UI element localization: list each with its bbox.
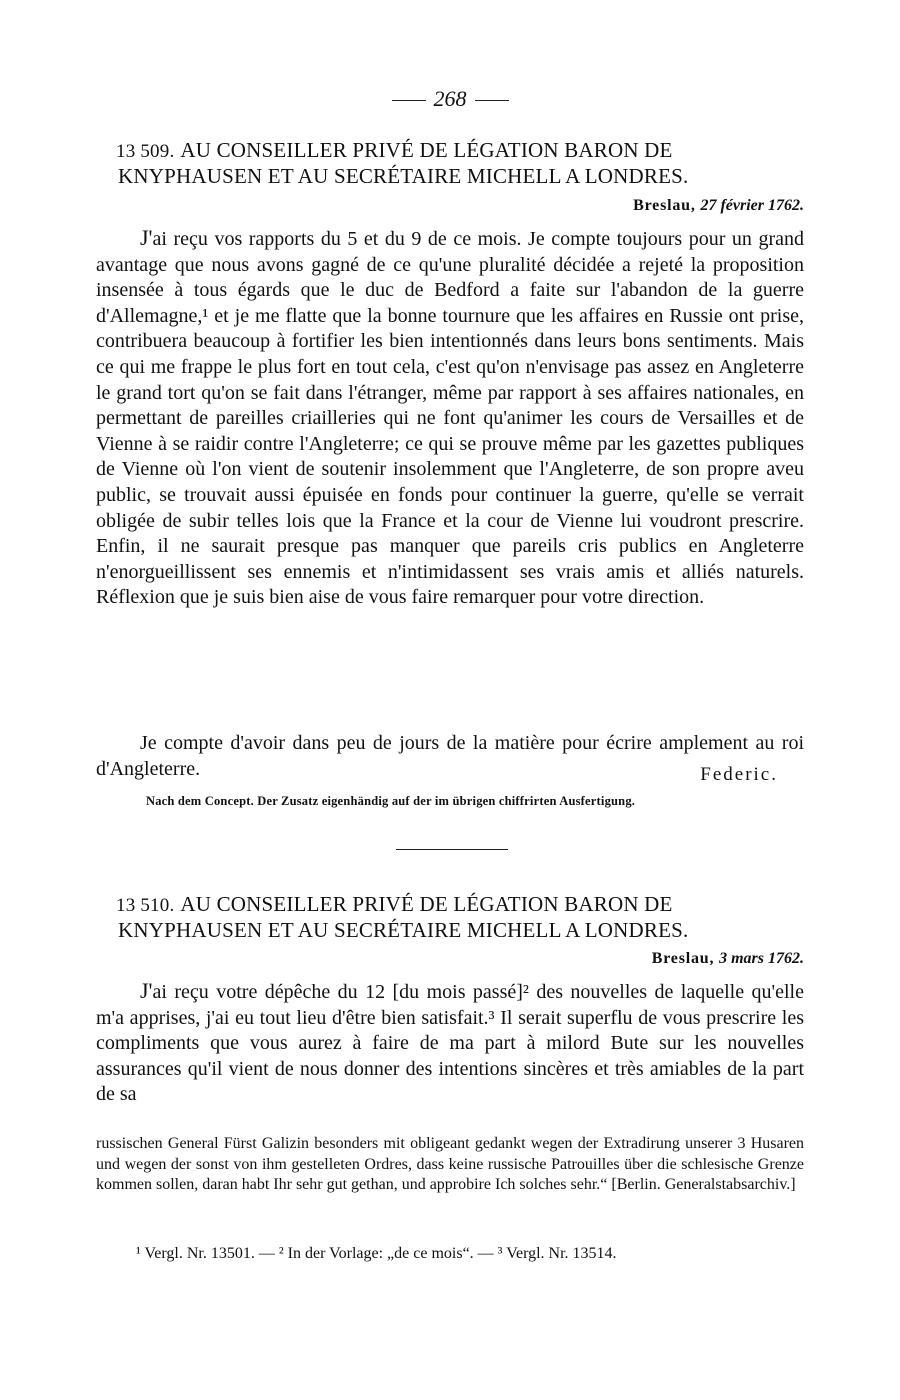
- letter-1-date: 27 février 1762.: [700, 197, 804, 214]
- letter-2-dateline: [652, 950, 804, 968]
- letter-1-source-note: Nach dem Concept. Der Zusatz eigenhändig auf der im übrigen chiffrirten Ausfertigung.: [146, 794, 636, 808]
- page-number-dash-right: [475, 100, 509, 101]
- page-number-text: 268: [433, 86, 467, 111]
- letter-1-dateline: [633, 197, 804, 215]
- page-number-dash-left: [392, 100, 426, 101]
- footnote-continuation: russischen General Fürst Galizin besonders mit obligeant gedankt wegen der Extradirung unserer 3 Husaren und wegen der sonst von ihm gestelleten Ordres, dass keine russische Patrouilles über die schlesische Grenze kommen sollen, daran habt Ihr sehr gut gethan, und approbire Ich solches sehr.“ [Berlin. Generalstabsarchiv.]: [96, 1135, 804, 1194]
- letter-2-body: J'ai reçu votre dépêche du 12 [du mois passé]² des nouvelles de laquelle qu'elle m'a apprises, j'ai eu tout lieu d'être bien satisfait.³ Il serait superflu de vous prescrire les compliments que vous aurez à faire de ma part à milord Bute sur les nouvelles assurances qu'il vient de nous donner des intentions sincères et très amiables de la part de sa: [96, 978, 804, 1106]
- letter-2-heading-text-1: AU CONSEILLER PRIVÉ DE LÉGATION BARON DE: [180, 892, 673, 916]
- letter-1-number: 13 509.: [116, 141, 175, 162]
- letter-1-postscript: Je compte d'avoir dans peu de jours de la matière pour écrire amplement au roi d'Angleterre.: [96, 732, 804, 780]
- letter-1-heading-line-1: [116, 138, 673, 162]
- letter-2-date: 3 mars 1762.: [719, 950, 804, 967]
- letter-1-heading-line-2: KNYPHAUSEN ET AU SECRÉTAIRE MICHELL A LONDRES.: [118, 164, 689, 188]
- letter-1-signature: Federic.: [700, 764, 778, 785]
- letter-1-place: Breslau,: [633, 197, 696, 214]
- letter-2-place: Breslau,: [651, 950, 715, 967]
- page-number: [96, 86, 804, 112]
- letter-1-heading: [116, 138, 806, 189]
- letter-2-heading: [116, 892, 806, 943]
- letter-1-body: J'ai reçu vos rapports du 5 et du 9 de ce mois. Je compte toujours pour un grand avantage que nous avons gagné de ce qu'une pluralité décidée a rejeté la proposition insensée à tous égards que le duc de Bedford a faite sur l'abandon de la guerre d'Allemagne,¹ et je me flatte que la bonne tournure que les affaires en Russie ont prise, contribuera beaucoup à fortifier les bien intentionnés dans leurs bons sentiments. Mais ce qui me frappe le plus fort en tout cela, c'est qu'on n'envisage pas assez en Angleterre le grand tort qu'on se fait dans l'étranger, même par rapport à ses affaires nationales, en permettant de pareilles criailleries qui ne font qu'animer les cours de Versailles et de Vienne à se raidir contre l'Angleterre; ce qui se prouve même par les gazettes publiques de Vienne où l'on vient de soutenir insolemment que l'Angleterre, de son propre aveu public, se trouvait aussi épuisée en fonds pour continuer la guerre, qu'elle se verrait obligée de subir telles lois que la France et la cour de Vienne lui voudront prescrire. Enfin, il ne saurait presque pas manquer que pareils cris publics en Angleterre n'enorgueillissent ses ennemis et n'intimidassent ses vrais amis et alliés naturels. Réflexion que je suis bien aise de vous faire remarquer pour votre direction.: [96, 225, 804, 609]
- letter-2-number: 13 510.: [116, 895, 175, 916]
- letter-2-heading-line-2: KNYPHAUSEN ET AU SECRÉTAIRE MICHELL A LONDRES.: [118, 918, 689, 942]
- letter-1-heading-text-1: AU CONSEILLER PRIVÉ DE LÉGATION BARON DE: [180, 138, 673, 162]
- footnotes: ¹ Vergl. Nr. 13501. — ² In der Vorlage: „de ce mois“. — ³ Vergl. Nr. 13514.: [136, 1245, 617, 1262]
- letter-2-heading-line-1: [116, 892, 673, 916]
- section-divider: [396, 849, 508, 850]
